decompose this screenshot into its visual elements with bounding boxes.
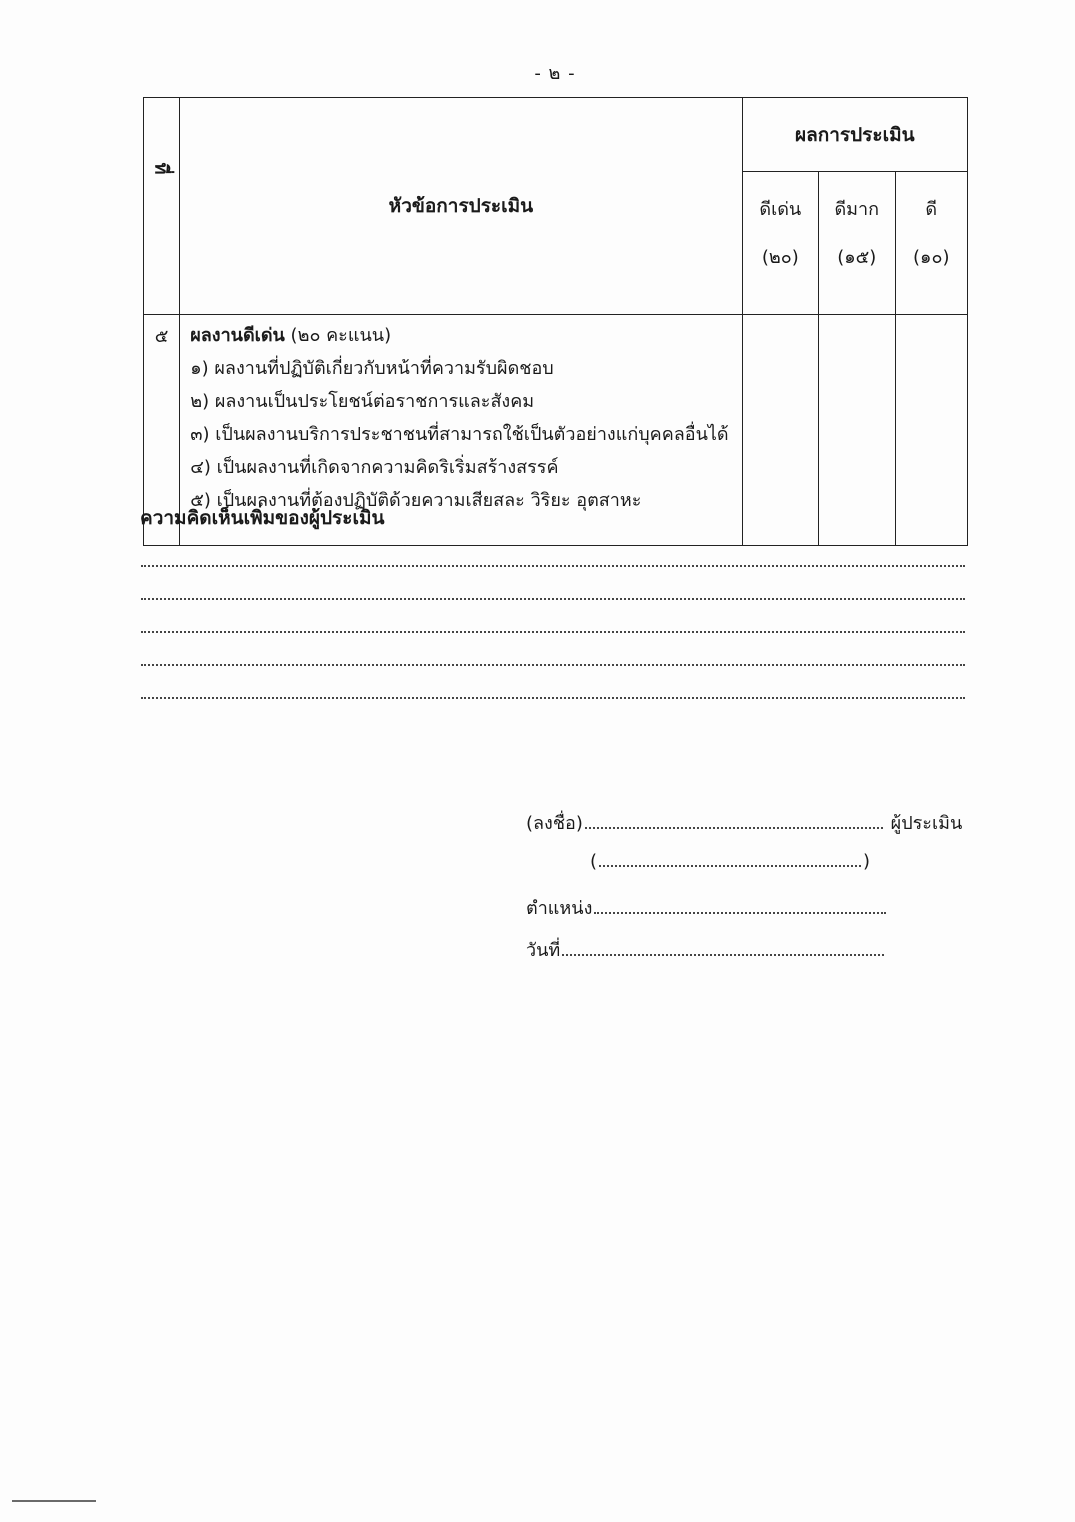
header-no — [144, 98, 180, 315]
criterion-item: ๔) เป็นผลงานที่เกิดจากความคิดริเริ่มสร้างสรรค์ — [190, 457, 559, 478]
name-open-paren: ( — [590, 851, 598, 872]
page-number: - ๒ - — [534, 63, 576, 84]
level-name: ดีมาก — [834, 199, 880, 221]
level-name: ดีเด่น — [759, 199, 802, 221]
sign-label: (ลงชื่อ) — [526, 813, 583, 834]
comment-line[interactable] — [141, 664, 965, 666]
printed-name-field[interactable] — [599, 851, 861, 867]
score-cell-very-good[interactable] — [819, 315, 895, 546]
header-topic: หัวข้อการประเมิน — [180, 98, 742, 315]
level-score: (๑๐) — [913, 247, 950, 269]
date-label: วันที่ — [526, 940, 561, 961]
criterion-item: ๒) ผลงานเป็นประโยชน์ต่อราชการและสังคม — [190, 391, 535, 412]
level-score: (๒๐) — [761, 247, 799, 269]
name-line — [590, 851, 870, 872]
item-title-points: (๒๐ คะแนน) — [284, 325, 392, 346]
comment-line[interactable] — [141, 565, 965, 567]
position-line — [526, 893, 888, 922]
header-no-label: ที่ — [150, 162, 172, 175]
header-level-very-good — [819, 172, 895, 315]
position-field[interactable] — [594, 898, 886, 914]
item-title — [190, 319, 735, 352]
scan-edge-mark — [12, 1500, 96, 1502]
signature-field[interactable] — [585, 813, 883, 829]
date-field[interactable] — [562, 940, 884, 956]
position-label: ตำแหน่ง — [526, 898, 593, 919]
level-score: (๑๕) — [837, 247, 877, 269]
row-number: ๕ — [144, 315, 180, 546]
header-result: ผลการประเมิน — [742, 98, 967, 172]
evaluator-label: ผู้ประเมิน — [890, 813, 963, 834]
name-close-paren: ) — [863, 851, 871, 872]
date-line — [526, 935, 886, 964]
criterion-item: ๕) เป็นผลงานที่ต้องปฏิบัติด้วยความเสียสละ วิริยะ อุตสาหะ — [190, 490, 642, 511]
header-level-good — [895, 172, 968, 315]
criterion-item: ๓) เป็นผลงานบริการประชาชนที่สามารถใช้เป็นตัวอย่างแก่บุคคลอื่นได้ — [190, 424, 729, 445]
comment-line[interactable] — [141, 598, 965, 600]
level-name: ดี — [925, 199, 938, 221]
comment-line[interactable] — [141, 631, 965, 633]
item-title-bold: ผลงานดีเด่น — [190, 325, 285, 346]
score-cell-outstanding[interactable] — [742, 315, 818, 546]
header-level-outstanding — [742, 172, 818, 315]
evaluation-table — [143, 97, 968, 546]
comment-line[interactable] — [141, 697, 965, 699]
table-header-row — [144, 98, 968, 172]
score-cell-good[interactable] — [895, 315, 968, 546]
comments-heading: ความคิดเห็นเพิ่มของผู้ประเมิน — [140, 507, 385, 529]
signature-line — [526, 808, 962, 837]
criterion-item: ๑) ผลงานที่ปฏิบัติเกี่ยวกับหน้าที่ความรับผิดชอบ — [190, 358, 554, 379]
